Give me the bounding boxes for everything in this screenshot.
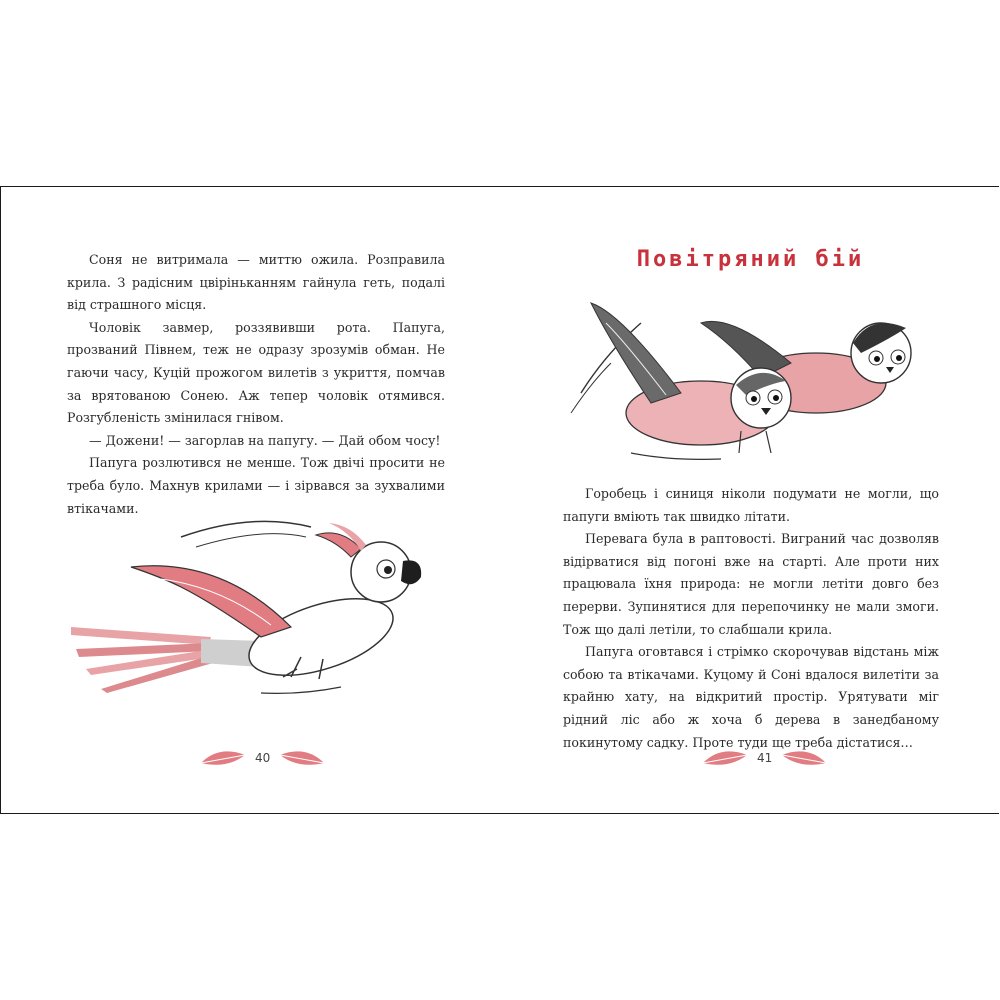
feather-icon — [701, 747, 751, 769]
paragraph: Папуга оговтався і стрімко скорочував відстань між собою та втікачами. Куцому й Соні вдалося вилетіти за крайню хату, на відкритий простір. Урятувати міг рідний ліс або ж хоча б дерева в занедбаному покинутому садку. Проте туди ще треба дістатися… — [563, 644, 939, 750]
page-number: 40 — [255, 751, 271, 765]
paragraph: Перевага була в раптовості. Виграний час дозволяв відірватися від погоні вже на старті. Але проти них працювала їхня природа: не могли летіти довго без перерви. Зупинятися для перепочинку не мали змоги. Тож що далі летіли, то слабшали крила. — [563, 531, 939, 637]
paragraph: Горобець і синиця ніколи подумати не могли, що папуги вміють так швидко літати. — [563, 486, 939, 524]
page-number-right — [701, 747, 828, 769]
left-page-text — [67, 249, 445, 520]
cockatoo-illustration — [61, 517, 431, 697]
left-page — [1, 187, 501, 813]
feather-icon — [276, 747, 326, 769]
paragraph: — Дожени! — загорлав на папугу. — Дай обом чосу! — [89, 432, 441, 448]
right-page-text — [563, 483, 939, 754]
right-page — [501, 187, 1000, 813]
page-number-left — [199, 747, 326, 769]
paragraph: Чоловік завмер, роззявивши рота. Папуга, прозваний Півнем, теж не одразу зрозумів обман. Не гаючи часу, Куцій прожогом вилетів з укриття, помчав за врятованою Сонею. Аж тепер чоловік отямився. Розгубленість змінилася гнівом. — [67, 319, 445, 426]
feather-icon — [199, 747, 249, 769]
feather-icon — [778, 747, 828, 769]
paragraph: Соня не витримала — миттю ожила. Розправила крила. З радісним цвіріньканням гайнула геть, подалі від страшного місця. — [67, 252, 445, 313]
chapter-title: Повітряний бій — [636, 247, 865, 272]
book-spread — [0, 186, 999, 814]
paragraph: Папуга розлютився не менше. Тож двічі просити не треба було. Махнув крилами — і зірвався за зухвалими втікачами. — [67, 455, 445, 516]
page-number: 41 — [757, 751, 773, 765]
birds-illustration — [561, 283, 931, 473]
